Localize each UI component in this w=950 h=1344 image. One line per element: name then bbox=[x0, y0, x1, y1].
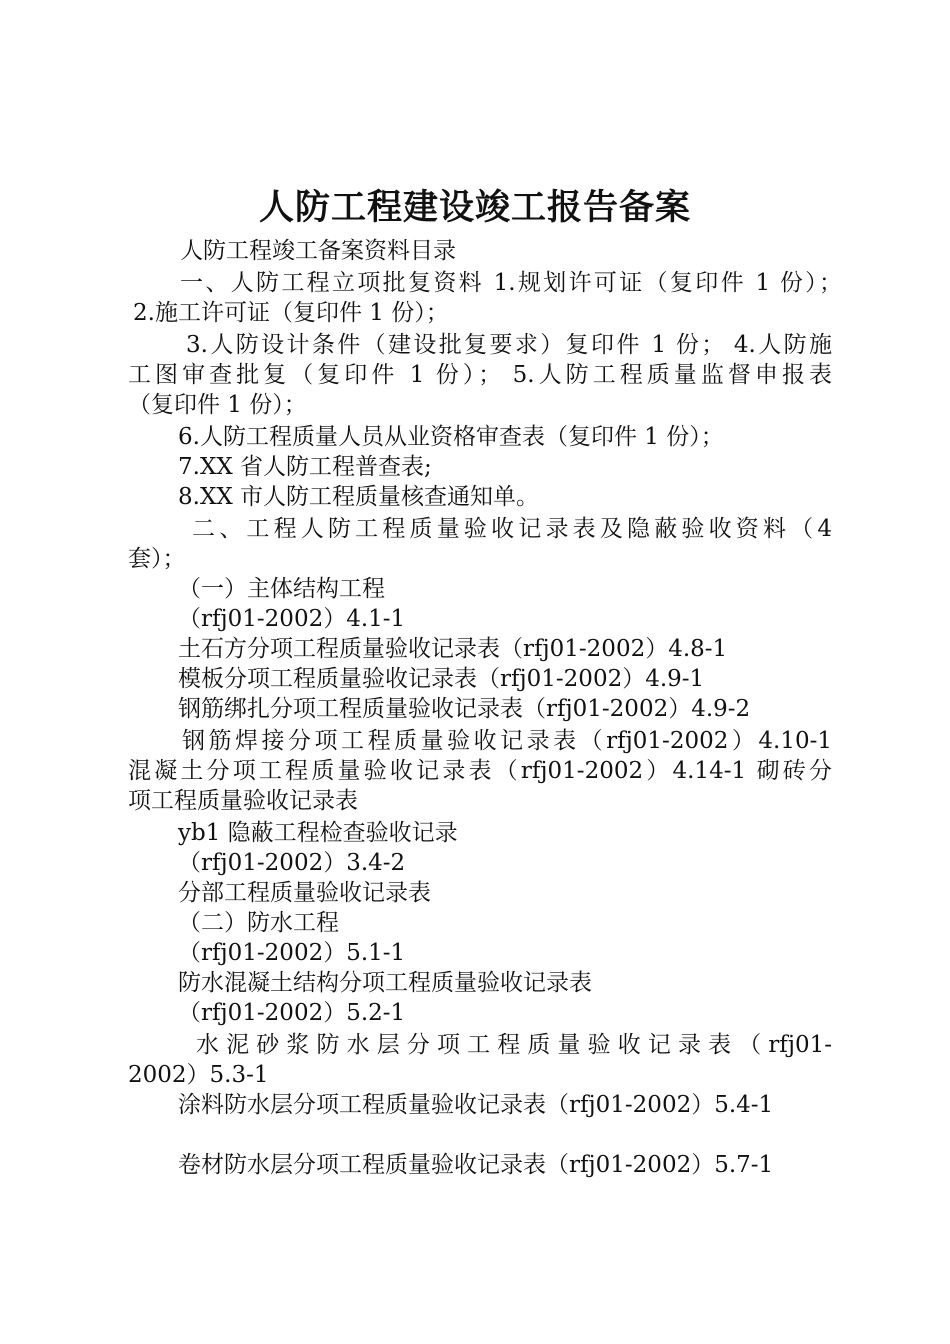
text-line: （rfj01-2002）5.1-1 bbox=[178, 940, 406, 966]
text-line: 涂料防水层分项工程质量验收记录表（rfj01-2002）5.4-1 bbox=[178, 1092, 774, 1118]
text-line: 土石方分项工程质量验收记录表（rfj01-2002）4.8-1 bbox=[178, 636, 728, 662]
text-line: 卷材防水层分项工程质量验收记录表（rfj01-2002）5.7-1 bbox=[178, 1152, 774, 1178]
text-line: （rfj01-2002）4.1-1 bbox=[178, 606, 406, 632]
text-line: 二、工程人防工程质量验收记录表及隐蔽验收资料（4 bbox=[192, 516, 832, 542]
text-line: 水泥砂浆防水层分项工程质量验收记录表（rfj01- bbox=[196, 1032, 832, 1058]
text-line: 2002）5.3-1 bbox=[128, 1062, 269, 1088]
text-line: 3.人防设计条件（建设批复要求）复印件 1 份； 4.人防施 bbox=[186, 332, 832, 358]
text-line: 模板分项工程质量验收记录表（rfj01-2002）4.9-1 bbox=[178, 666, 705, 692]
text-line: 7.XX 省人防工程普查表; bbox=[178, 454, 432, 480]
text-line: 工图审查批复（复印件 1 份）； 5.人防工程质量监督申报表 bbox=[128, 362, 832, 388]
text-line: 钢筋焊接分项工程质量验收记录表（rfj01-2002）4.10-1 bbox=[182, 728, 832, 754]
text-line: 分部工程质量验收记录表 bbox=[178, 880, 431, 906]
text-line: 8.XX 市人防工程质量核查通知单。 bbox=[178, 484, 540, 510]
text-line: 钢筋绑扎分项工程质量验收记录表（rfj01-2002）4.9-2 bbox=[178, 696, 751, 722]
text-line: （二）防水工程 bbox=[178, 910, 339, 936]
text-line: （复印件 1 份）； bbox=[128, 392, 307, 418]
text-line: 一、人防工程立项批复资料 1.规划许可证（复印件 1 份）； bbox=[180, 270, 842, 296]
text-line: （rfj01-2002）3.4-2 bbox=[178, 850, 406, 876]
text-line: 防水混凝土结构分项工程质量验收记录表 bbox=[178, 970, 592, 996]
text-line: 混凝土分项工程质量验收记录表（rfj01-2002）4.14-1 砌砖分 bbox=[128, 758, 832, 784]
text-line: 6.人防工程质量人员从业资格审查表（复印件 1 份）； bbox=[178, 424, 724, 450]
text-line: 项工程质量验收记录表 bbox=[128, 788, 358, 814]
document-title: 人防工程建设竣工报告备案 bbox=[258, 187, 691, 228]
text-line: （rfj01-2002）5.2-1 bbox=[178, 1000, 406, 1026]
text-line: （一）主体结构工程 bbox=[178, 576, 385, 602]
text-line: yb1 隐蔽工程检查验收记录 bbox=[178, 820, 458, 846]
text-line: 2.施工许可证（复印件 1 份）； bbox=[133, 300, 449, 326]
text-line: 人防工程竣工备案资料目录 bbox=[180, 238, 456, 264]
text-line: 套）； bbox=[128, 546, 186, 572]
